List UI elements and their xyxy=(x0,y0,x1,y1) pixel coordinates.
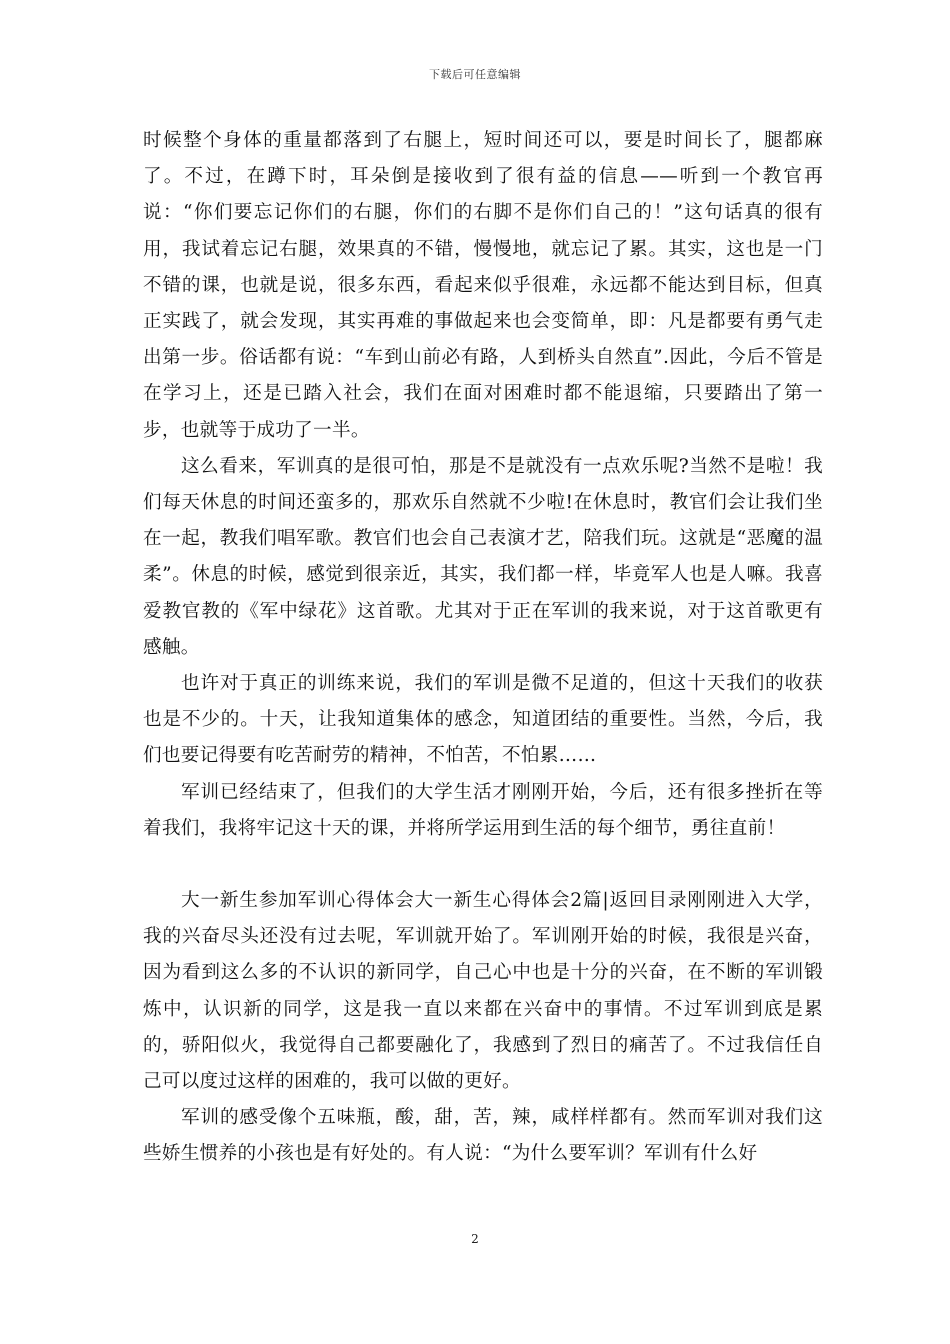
section-gap xyxy=(143,847,823,883)
paragraph: 这么看来，军训真的是很可怕，那是不是就没有一点欢乐呢?当然不是啦！我们每天休息的时间还蛮多的，那欢乐自然就不少啦!在休息时，教官们会让我们坐在一起，教我们唱军歌。教官们也会自己表演才艺，陪我们玩。这就是“恶魔的温柔”。休息的时候，感觉到很亲近，其实，我们都一样，毕竟军人也是人嘛。我喜爱教官教的《军中绿花》这首歌。尤其对于正在军训的我来说，对于这首歌更有感触。 xyxy=(143,455,823,658)
body-text xyxy=(143,123,823,1173)
paragraph-continuation: 时候整个身体的重量都落到了右腿上，短时间还可以，要是时间长了，腿都麻了。不过，在蹲下时，耳朵倒是接收到了很有益的信息——听到一个教官再说：“你们要忘记你们的右腿，你们的右脚不是你们自己的！”这句话真的很有用，我试着忘记右腿，效果真的不错，慢慢地，就忘记了累。其实，这也是一门不错的课，也就是说，很多东西，看起来似乎很难，永远都不能达到目标，但真正实践了，就会发现，其实再难的事做起来也会变简单，即：凡是都要有勇气走出第一步。俗话都有说：“车到山前必有路，人到桥头自然直”.因此，今后不管是在学习上，还是已踏入社会，我们在面对困难时都不能退缩，只要踏出了第一步，也就等于成功了一半。 xyxy=(143,130,823,441)
paragraph: 军训已经结束了，但我们的大学生活才刚刚开始，今后，还有很多挫折在等着我们，我将牢记这十天的课，并将所学运用到生活的每个细节，勇往直前！ xyxy=(143,781,823,839)
page-header: 下载后可任意编辑 xyxy=(429,68,521,81)
page-number: 2 xyxy=(471,1232,479,1246)
paragraph: 军训的感受像个五味瓶，酸，甜，苦，辣，咸样样都有。然而军训对我们这些娇生惯养的小孩也是有好处的。有人说：“为什么要军训？军训有什么好 xyxy=(143,1107,823,1165)
paragraph: 大一新生参加军训心得体会大一新生心得体会2篇|返回目录刚刚进入大学，我的兴奋尽头还没有过去呢，军训就开始了。军训刚开始的时候，我很是兴奋，因为看到这么多的不认识的新同学，自己心中也是十分的兴奋，在不断的军训锻炼中，认识新的同学，这是我一直以来都在兴奋中的事情。不过军训到底是累的，骄阳似火，我觉得自己都要融化了，我感到了烈日的痛苦了。不过我信任自己可以度过这样的困难的，我可以做的更好。 xyxy=(143,890,823,1093)
paragraph: 也许对于真正的训练来说，我们的军训是微不足道的，但这十天我们的收获也是不少的。十天，让我知道集体的感念，知道团结的重要性。当然，今后，我们也要记得要有吃苦耐劳的精神，不怕苦，不怕累…… xyxy=(143,673,823,767)
